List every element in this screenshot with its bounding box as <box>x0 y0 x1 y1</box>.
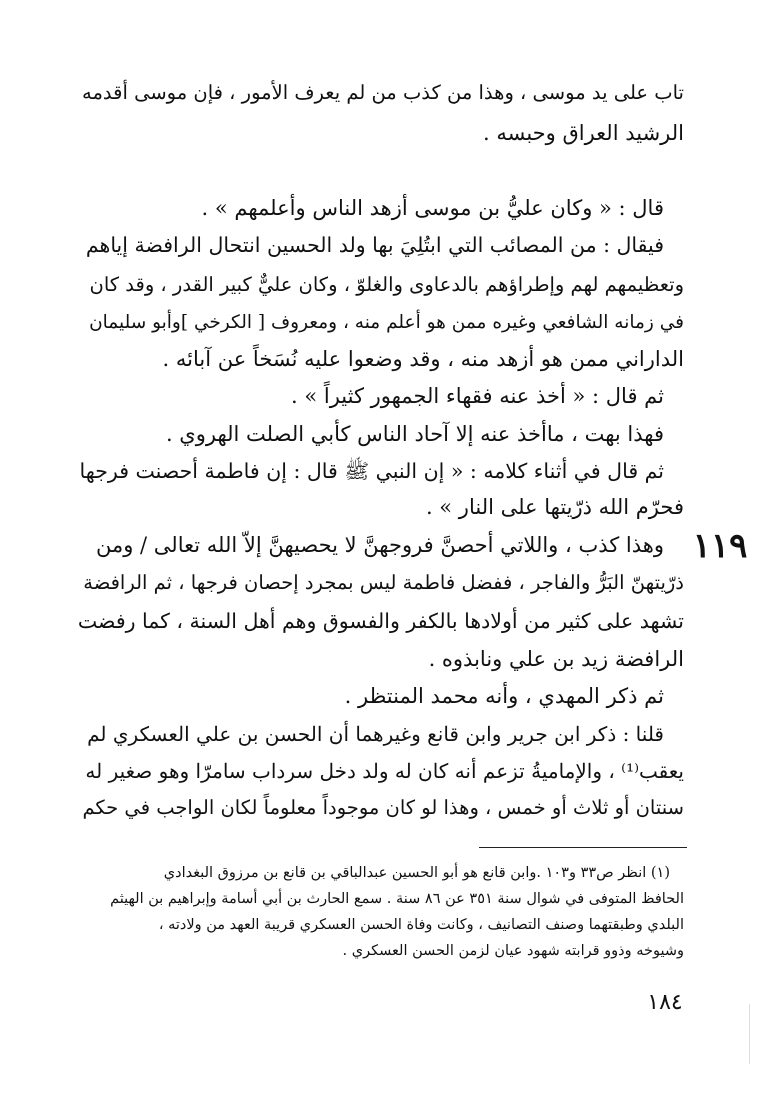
body-line: قلنا : ذكر ابن جرير وابن قانع وغيرهما أن الحسن بن علي العسكري لم <box>87 722 664 746</box>
page-number: ١٨٤ <box>647 990 683 1015</box>
body-line: يعقب⁽¹⁾ ، والإماميةُ تزعم أنه كان له ولد دخل سرداب سامرّا وهو صغير له <box>85 759 684 783</box>
footnote-line: الحافظ المتوفى في شوال سنة ٣٥١ عن ٨٦ سنة . سمع الحارث بن أبي أسامة وإبراهيم بن الهيثم <box>110 891 684 907</box>
body-line: الداراني ممن هو أزهد منه ، وقد وضعوا عليه نُسَخاً عن آبائه . <box>162 347 684 371</box>
body-line: قال : « وكان عليُّ بن موسى أزهد الناس وأعلمهم » . <box>201 196 664 220</box>
footnote-line: (١) انظر ص٣٣ و١٠٣ .وابن قانع هو أبو الحسين عبدالباقي بن قانع بن مرزوق البغدادي <box>163 865 670 881</box>
body-line: ثم ذكر المهدي ، وأنه محمد المنتظر . <box>344 684 664 708</box>
body-line: ذرّيتهنّ البَرُّ والفاجر ، ففضل فاطمة ليس بمجرد إحصان فرجها ، ثم الرافضة <box>83 571 684 594</box>
body-line: فحرّم الله ذرّيتها على النار » . <box>425 495 684 519</box>
scan-edge-mark <box>749 1004 750 1064</box>
body-line: وتعظيمهم لهم وإطراؤهم بالدعاوى والغلوّ ، وكان عليٌّ كبير القدر ، وقد كان <box>89 273 684 296</box>
body-line: الرافضة زيد بن علي ونابذوه . <box>428 647 684 671</box>
body-line: تشهد على كثير من أولادها بالكفر والفسوق وهم أهل السنة ، كما رفضت <box>77 609 684 633</box>
margin-page-number: ١١٩ <box>692 526 748 566</box>
body-line: سنتان أو ثلاث أو خمس ، وهذا لو كان موجوداً معلوماً لكان الواجب في حكم <box>82 796 684 819</box>
footnote-divider <box>479 847 687 848</box>
footnote-line: وشيوخه وذوو قرابته شهود عيان لزمن الحسن العسكري . <box>342 943 684 959</box>
body-line: فهذا بهت ، ماأخذ عنه إلا آحاد الناس كأبي الصلت الهروي . <box>165 422 664 446</box>
body-line: وهذا كذب ، واللاتي أحصنَّ فروجهنَّ لا يحصيهنَّ إلاّ الله تعالى / ومن <box>96 533 664 557</box>
footnote-line: البلدي وطبقتهما وصنف التصانيف ، وكانت وفاة الحسن العسكري قريبة العهد من ولادته ، <box>158 917 684 933</box>
body-line: فيقال : من المصائب التي ابتُلِيَ بها ولد الحسين انتحال الرافضة إياهم <box>85 233 664 257</box>
body-line: ثم قال في أثناء كلامه : « إن النبي ﷺ قال : إن فاطمة أحصنت فرجها <box>79 459 664 483</box>
body-line: في زمانه الشافعي وغيره ممن هو أعلم منه ، ومعروف [ الكرخي ]وأبو سليمان <box>89 312 684 333</box>
body-line: تاب على يد موسى ، وهذا من كذب من لم يعرف الأمور ، فإن موسى أقدمه <box>82 81 684 104</box>
body-line: الرشيد العراق وحبسه . <box>482 121 684 145</box>
body-line: ثم قال : « أخذ عنه فقهاء الجمهور كثيراً » . <box>291 384 664 408</box>
